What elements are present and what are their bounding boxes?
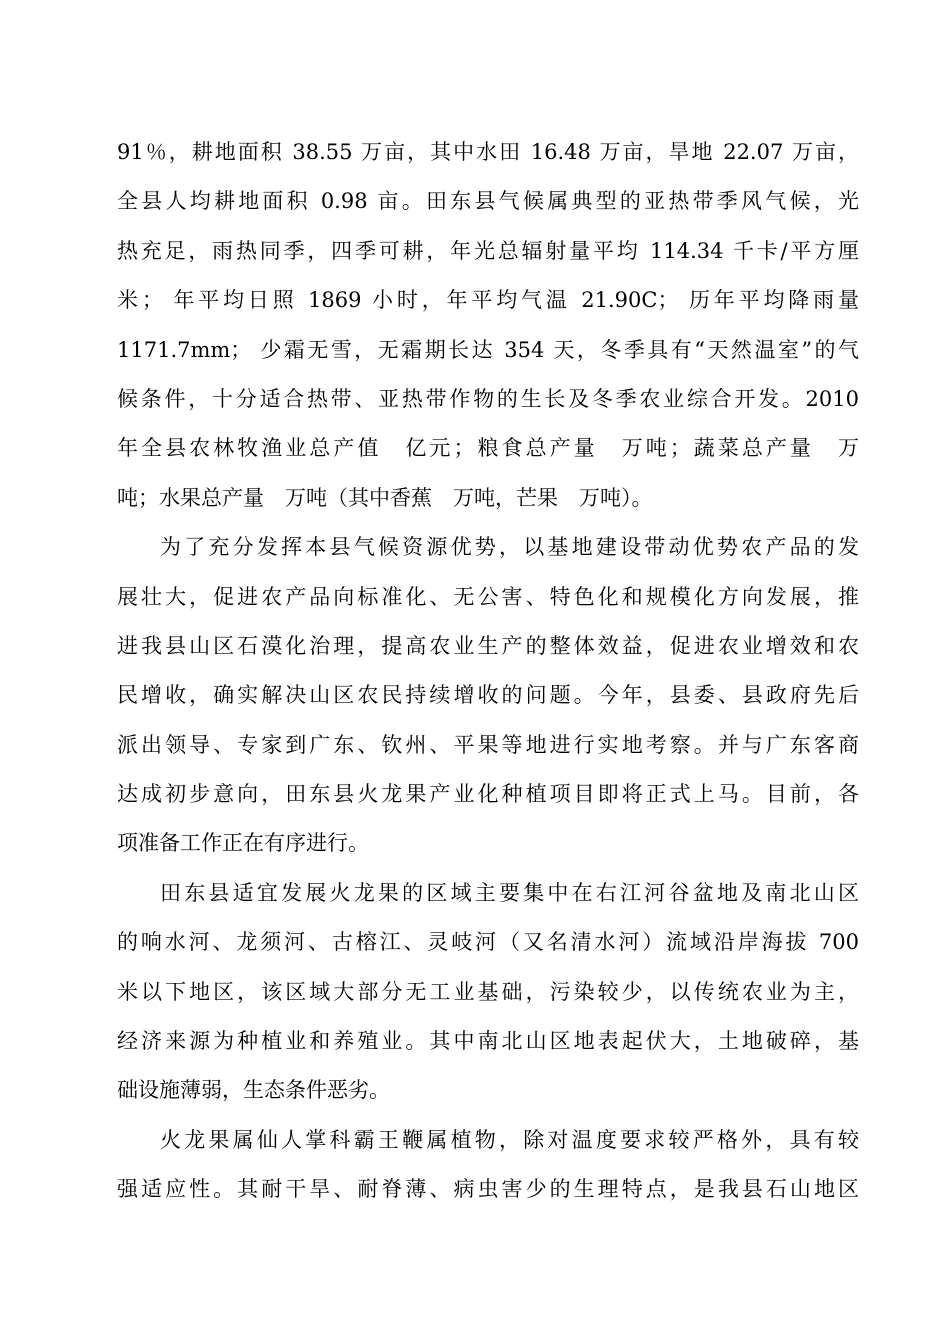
text-line: 田东县适宜发展火龙果的区域主要集中在右江河谷盆地及南北山区 xyxy=(160,880,859,905)
text-line: 的响水河、龙须河、古榕江、灵岐河（又名清水河）流域沿岸海拔 700 xyxy=(117,930,859,955)
text-line: 91％，耕地面积 38.55 万亩，其中水田 16.48 万亩，旱地 22.07 万亩， xyxy=(117,140,859,164)
text-line: 经济来源为种植业和养殖业。其中南北山区地表起伏大，土地破碎，基 xyxy=(117,1029,859,1054)
text-line: 全县人均耕地面积 0.98 亩。田东县气候属典型的亚热带季风气候，光 xyxy=(117,189,859,214)
document-page xyxy=(117,128,859,1215)
text-line: 项准备工作正在有序进行。 xyxy=(117,831,369,856)
text-line: 础设施薄弱，生态条件恶劣。 xyxy=(117,1078,390,1103)
paragraph-1 xyxy=(117,128,859,523)
text-line: 达成初步意向，田东县火龙果产业化种植项目即将正式上马。目前，各 xyxy=(117,782,859,807)
text-line: 米以下地区，该区域大部分无工业基础，污染较少，以传统农业为主， xyxy=(117,979,859,1004)
paragraph-4 xyxy=(117,1116,859,1215)
text-line: 强适应性。其耐干旱、耐脊薄、病虫害少的生理特点，是我县石山地区 xyxy=(117,1177,859,1202)
text-line: 展壮大，促进农产品向标准化、无公害、特色化和规模化方向发展，推 xyxy=(117,584,859,609)
text-line: 派出领导、专家到广东、钦州、平果等地进行实地考察。并与广东客商 xyxy=(117,732,859,757)
text-line: 火龙果属仙人掌科霸王鞭属植物，除对温度要求较严格外，具有较 xyxy=(160,1127,859,1152)
text-line: 吨；水果总产量 万吨（其中香蕉 万吨，芒果 万吨）。 xyxy=(117,485,653,510)
text-line: 进我县山区石漠化治理，提高农业生产的整体效益，促进农业增效和农 xyxy=(117,633,859,658)
paragraph-2 xyxy=(117,523,859,869)
text-line: 年全县农林牧渔业总产值 亿元；粮食总产量 万吨；蔬菜总产量 万 xyxy=(117,436,859,461)
text-line: 米； 年平均日照 1869 小时，年平均气温 21.90C； 历年平均降雨量 xyxy=(117,288,859,313)
text-line: 候条件，十分适合热带、亚热带作物的生长及冬季农业综合开发。2010 xyxy=(117,386,859,411)
text-line: 为了充分发挥本县气候资源优势，以基地建设带动优势农产品的发 xyxy=(160,535,859,560)
text-line: 民增收，确实解决山区农民持续增收的问题。今年，县委、县政府先后 xyxy=(117,683,859,708)
text-line: 1171.7mm； 少霜无雪，无霜期长达 354 天，冬季具有“天然温室”的气 xyxy=(117,337,859,362)
paragraph-3 xyxy=(117,869,859,1116)
text-line: 热充足，雨热同季，四季可耕，年光总辐射量平均 114.34 千卡/平方厘 xyxy=(117,238,859,263)
